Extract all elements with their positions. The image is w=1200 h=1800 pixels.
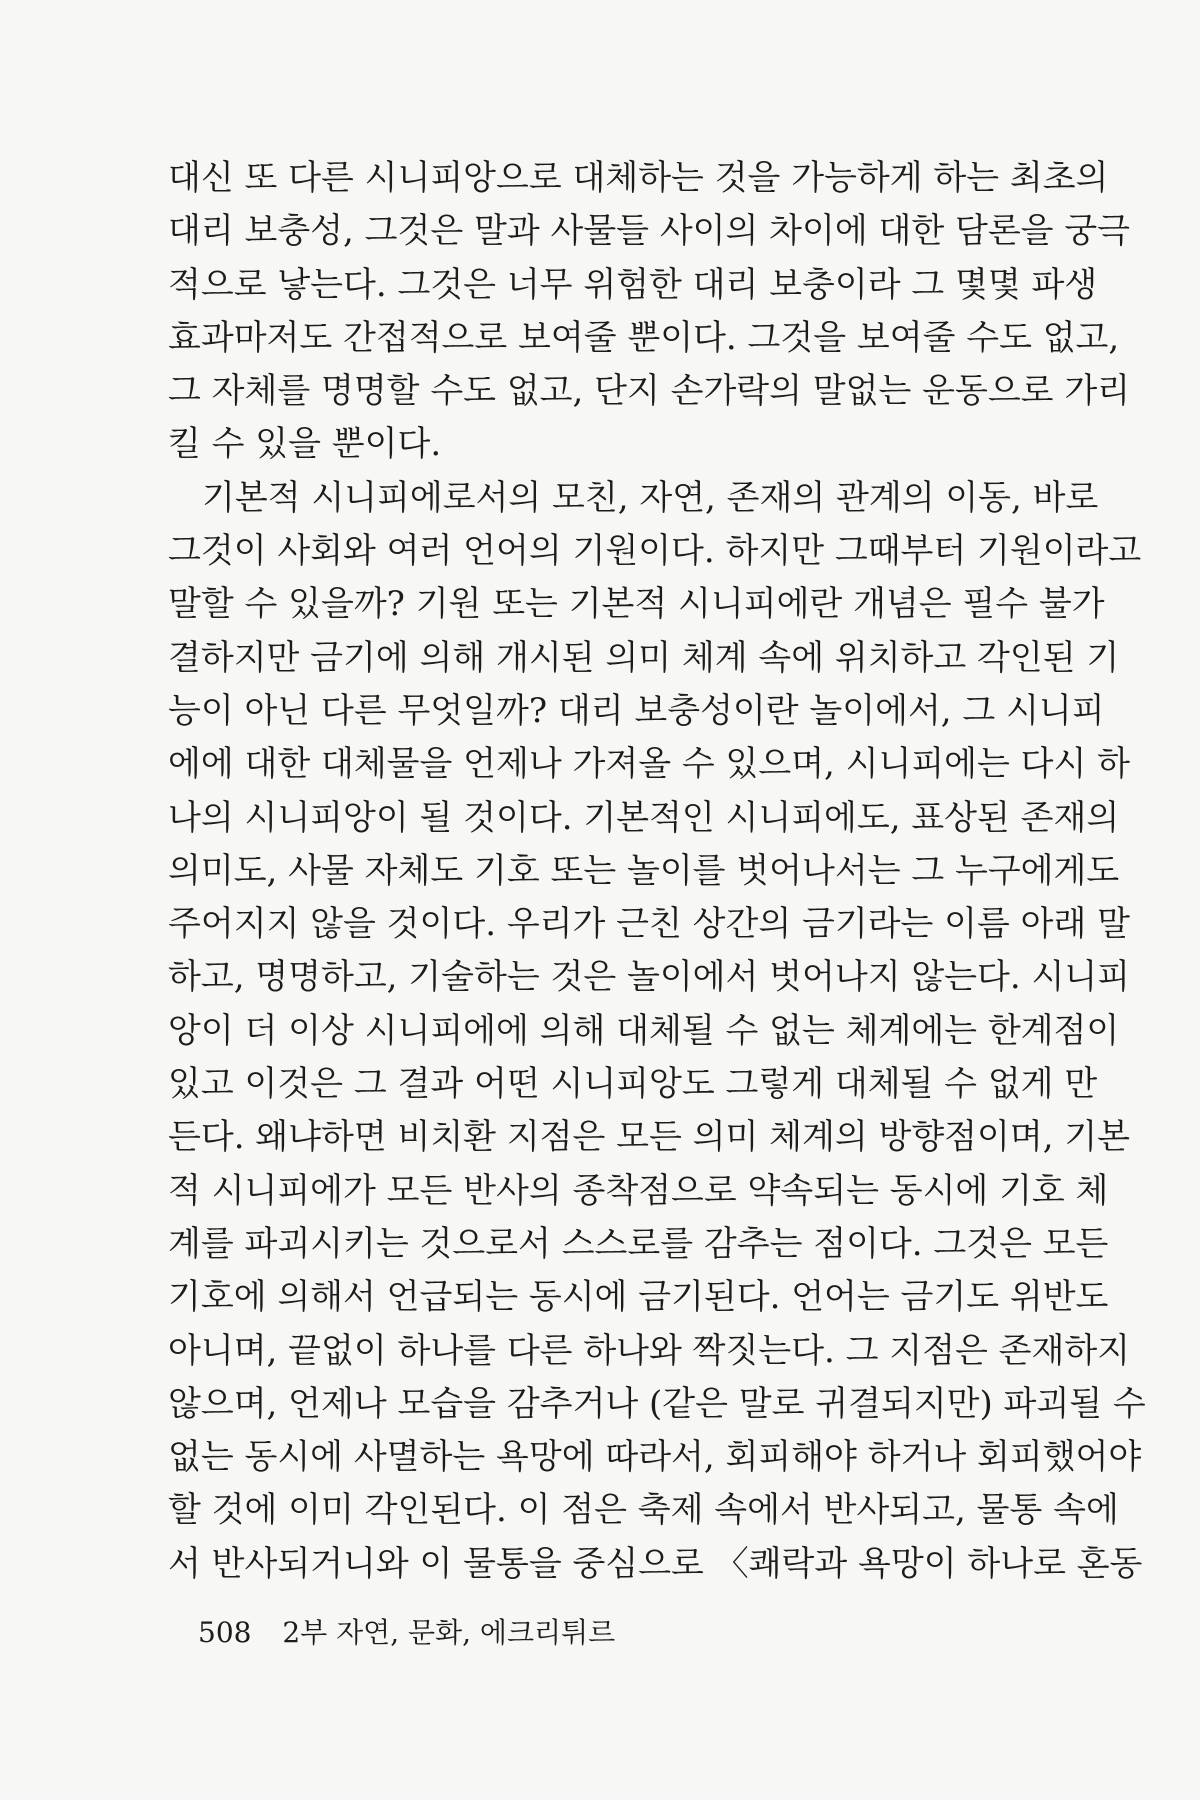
text-line: 않으며, 언제나 모습을 감추거나 (같은 말로 귀결되지만) 파괴될 수: [168, 1383, 1146, 1424]
text-line: 기본적 시니피에로서의 모친, 자연, 존재의 관계의 이동, 바로: [202, 477, 1099, 518]
text-line: 적 시니피에가 모든 반사의 종착점으로 약속되는 동시에 기호 체: [168, 1170, 1109, 1211]
paragraph-2: [168, 472, 1146, 1591]
text-line: 적으로 낳는다. 그것은 너무 위험한 대리 보충이라 그 몇몇 파생: [168, 264, 1098, 305]
text-line: 주어지지 않을 것이다. 우리가 근친 상간의 금기라는 이름 아래 말: [168, 904, 1131, 945]
text-line: 할 것에 이미 각인된다. 이 점은 축제 속에서 반사되고, 물통 속에: [168, 1490, 1119, 1531]
text-line: 계를 파괴시키는 것으로서 스스로를 감추는 점이다. 그것은 모든: [168, 1223, 1109, 1264]
text-line: 대신 또 다른 시니피앙으로 대체하는 것을 가능하게 하는 최초의: [168, 158, 1109, 198]
text-line: 든다. 왜냐하면 비치환 지점은 모든 의미 체계의 방향점이며, 기본: [168, 1117, 1131, 1158]
text-line: 대리 보충성, 그것은 말과 사물들 사이의 차이에 대한 담론을 궁극: [168, 211, 1131, 252]
text-line: 앙이 더 이상 시니피에에 의해 대체될 수 없는 체계에는 한계점이: [168, 1010, 1120, 1051]
text-line: 효과마저도 간접적으로 보여줄 뿐이다. 그것을 보여줄 수도 없고,: [168, 317, 1120, 358]
text-line: 말할 수 있을까? 기원 또는 기본적 시니피에란 개념은 필수 불가: [168, 584, 1105, 625]
text-line: 아니며, 끝없이 하나를 다른 하나와 짝짓는다. 그 지점은 존재하지: [168, 1330, 1131, 1371]
paragraph-1: [168, 152, 1131, 472]
text-line: 없는 동시에 사멸하는 욕망에 따라서, 회피해야 하거나 회피했어야: [168, 1437, 1142, 1478]
text-line: 능이 아닌 다른 무엇일까? 대리 보충성이란 놀이에서, 그 시니피: [168, 690, 1105, 731]
text-line: 그 자체를 명명할 수도 없고, 단지 손가락의 말없는 운동으로 가리: [168, 371, 1131, 412]
text-line: 에에 대한 대체물을 언제나 가져올 수 있으며, 시니피에는 다시 하: [168, 744, 1131, 785]
text-line: 있고 이것은 그 결과 어떤 시니피앙도 그렇게 대체될 수 없게 만: [168, 1064, 1098, 1105]
page-footer: [198, 1611, 615, 1651]
body-text: [168, 152, 1146, 1591]
running-head: 2부 자연, 문화, 에크리튀르: [282, 1616, 616, 1649]
text-line: 하고, 명명하고, 기술하는 것은 놀이에서 벗어나지 않는다. 시니피: [168, 957, 1131, 998]
text-line: 나의 시니피앙이 될 것이다. 기본적인 시니피에도, 표상된 존재의: [168, 797, 1120, 838]
text-line: 서 반사되거니와 이 물통을 중심으로 〈쾌락과 욕망이 하나로 혼동: [168, 1543, 1143, 1584]
text-line: 킬 수 있을 뿐이다.: [168, 424, 442, 465]
text-line: 기호에 의해서 언급되는 동시에 금기된다. 언어는 금기도 위반도: [168, 1277, 1109, 1318]
text-line: 의미도, 사물 자체도 기호 또는 놀이를 벗어나서는 그 누구에게도: [168, 850, 1120, 891]
text-line: 그것이 사회와 여러 언어의 기원이다. 하지만 그때부터 기원이라고: [168, 531, 1142, 572]
text-line: 결하지만 금기에 의해 개시된 의미 체계 속에 위치하고 각인된 기: [168, 637, 1120, 678]
page-number: 508: [198, 1616, 252, 1649]
